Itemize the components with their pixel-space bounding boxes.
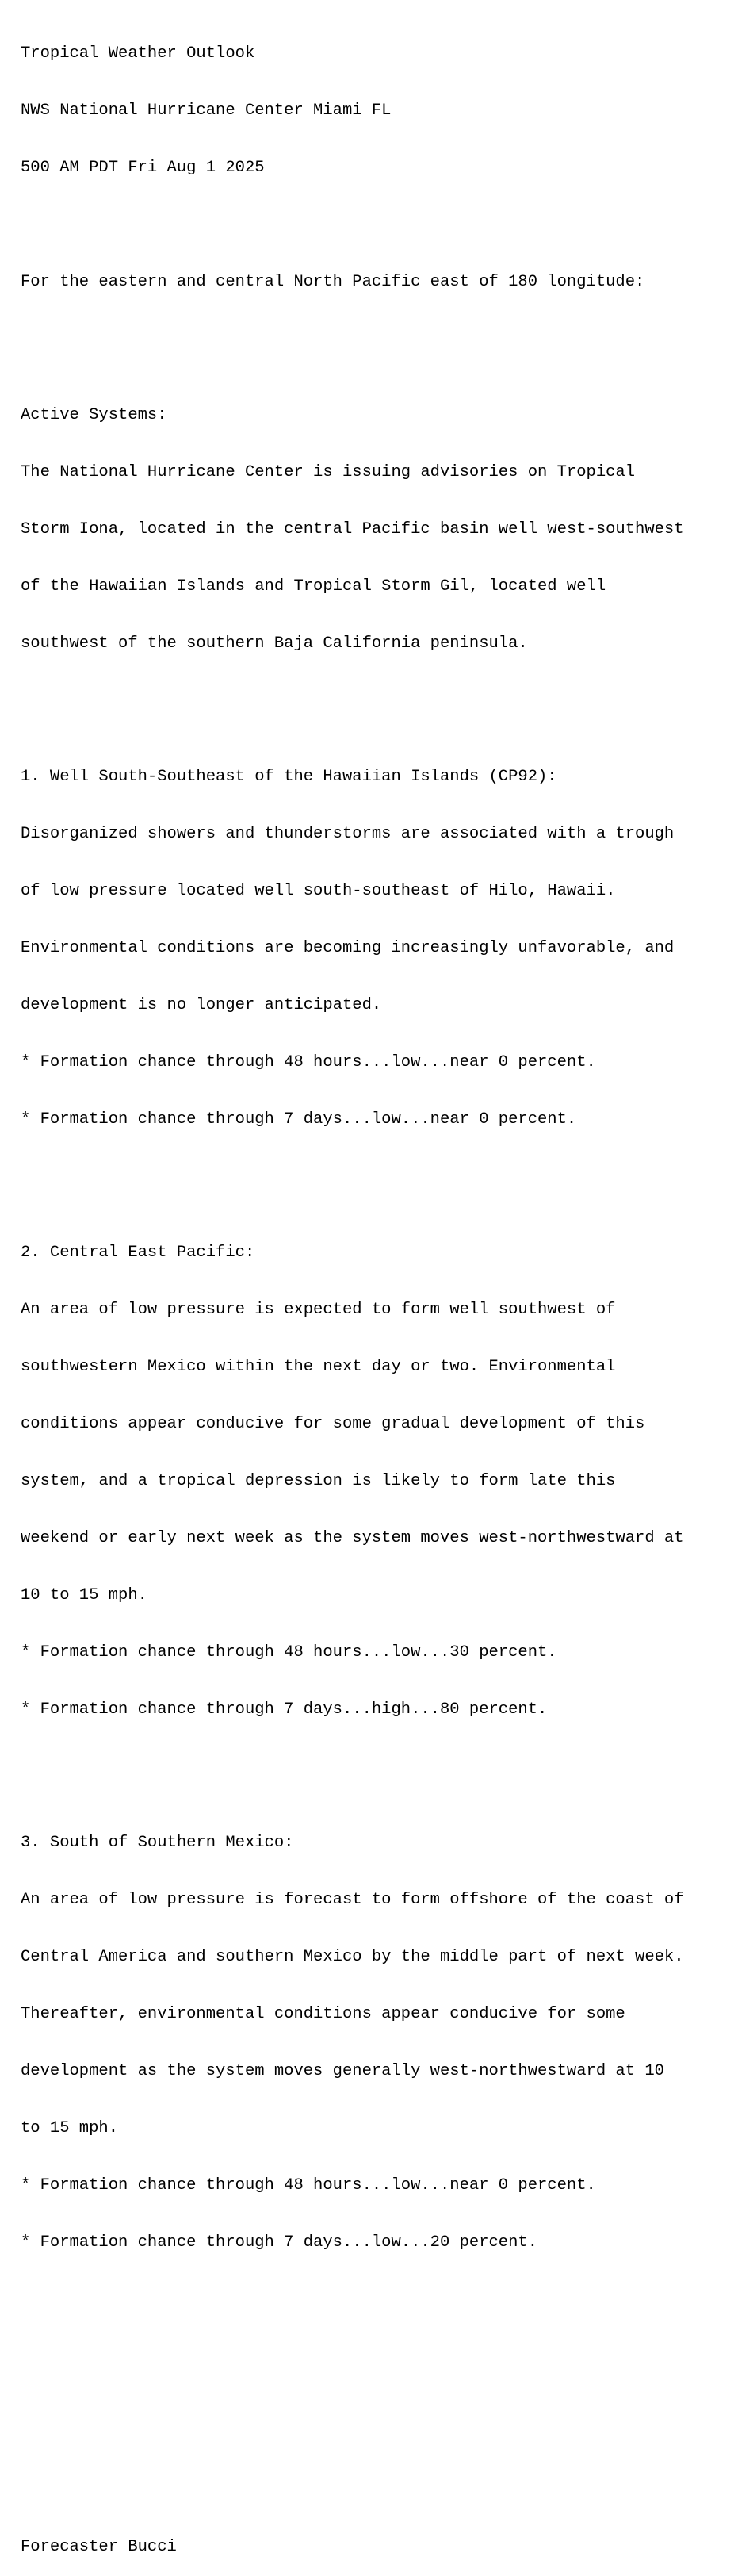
- area-2-text: system, and a tropical depression is likely to form late this: [21, 1472, 616, 1490]
- area-3-heading: 3. South of Southern Mexico:: [21, 1834, 294, 1852]
- area-2-heading: 2. Central East Pacific:: [21, 1244, 255, 1262]
- active-systems-line: southwest of the southern Baja California peninsula.: [21, 634, 528, 653]
- area-1-chance-7d: * Formation chance through 7 days...low...near 0 percent.: [21, 1110, 577, 1129]
- area-1-heading: 1. Well South-Southeast of the Hawaiian Islands (CP92):: [21, 768, 557, 786]
- area-3-text: development as the system moves generally west-northwestward at 10: [21, 2062, 664, 2080]
- active-systems-heading: Active Systems:: [21, 406, 167, 424]
- area-2-text: conditions appear conducive for some gradual development of this: [21, 1415, 645, 1433]
- area-2-text: weekend or early next week as the system moves west-northwestward at: [21, 1529, 684, 1547]
- outlook-title: Tropical Weather Outlook: [21, 44, 255, 63]
- forecaster-signature: Forecaster Bucci: [21, 2538, 177, 2556]
- active-systems-line: Storm Iona, located in the central Pacific basin well west-southwest: [21, 520, 684, 539]
- area-2-text: southwestern Mexico within the next day or two. Environmental: [21, 1358, 616, 1376]
- blank-line: [21, 1167, 684, 1186]
- blank-line: [21, 216, 684, 235]
- blank-line: [21, 692, 684, 711]
- blank-line: [21, 1758, 684, 1777]
- area-3-text: An area of low pressure is forecast to form offshore of the coast of: [21, 1891, 684, 1909]
- blank-line: [21, 2462, 684, 2481]
- issue-time: 500 AM PDT Fri Aug 1 2025: [21, 159, 265, 177]
- area-3-text: Central America and southern Mexico by the middle part of next week.: [21, 1948, 684, 1966]
- area-3-chance-48h: * Formation chance through 48 hours...low...near 0 percent.: [21, 2176, 596, 2195]
- area-3-chance-7d: * Formation chance through 7 days...low...20 percent.: [21, 2233, 538, 2252]
- area-1-text: Disorganized showers and thunderstorms are associated with a trough: [21, 825, 675, 843]
- active-systems-line: of the Hawaiian Islands and Tropical Storm Gil, located well: [21, 577, 606, 596]
- area-1-text: Environmental conditions are becoming increasingly unfavorable, and: [21, 939, 675, 957]
- area-1-chance-48h: * Formation chance through 48 hours...low...near 0 percent.: [21, 1053, 596, 1071]
- area-2-chance-48h: * Formation chance through 48 hours...low...30 percent.: [21, 1643, 557, 1662]
- active-systems-line: The National Hurricane Center is issuing advisories on Tropical: [21, 463, 636, 481]
- blank-line: [21, 2348, 684, 2367]
- area-2-text: An area of low pressure is expected to form well southwest of: [21, 1301, 616, 1319]
- area-3-text: Thereafter, environmental conditions appear conducive for some: [21, 2005, 625, 2023]
- area-2-text: 10 to 15 mph.: [21, 1586, 147, 1604]
- area-3-text: to 15 mph.: [21, 2119, 119, 2137]
- blank-line: [21, 2405, 684, 2424]
- region-statement: For the eastern and central North Pacific east of 180 longitude:: [21, 273, 645, 291]
- issuing-office: NWS National Hurricane Center Miami FL: [21, 102, 392, 120]
- outlook-text: [21, 6, 684, 2576]
- blank-line: [21, 2290, 684, 2310]
- blank-line: [21, 330, 684, 349]
- area-1-text: development is no longer anticipated.: [21, 996, 382, 1014]
- area-1-text: of low pressure located well south-southeast of Hilo, Hawaii.: [21, 882, 616, 900]
- area-2-chance-7d: * Formation chance through 7 days...high...80 percent.: [21, 1700, 548, 1719]
